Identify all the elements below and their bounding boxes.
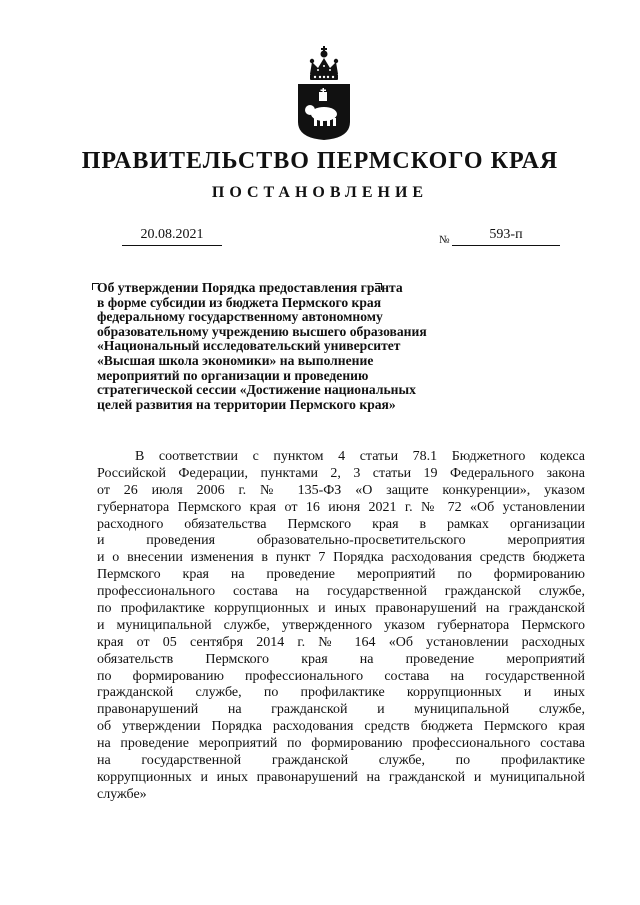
subject-line: Об утверждении Порядка предоставления гранта	[97, 280, 403, 295]
body-line: от 26 июля 2006 г. № 135-ФЗ «О защите конкуренции», указом	[97, 482, 585, 498]
body-line: коррупционных и иных правонарушений на гражданской и муниципальной	[97, 769, 585, 785]
document-type: ПОСТАНОВЛЕНИЕ	[211, 184, 429, 201]
subject-line: стратегической сессии «Достижение национальных	[97, 382, 416, 398]
document-date: 20.08.2021	[122, 227, 222, 246]
government-title: ПРАВИТЕЛЬСТВО ПЕРМСКОГО КРАЯ	[81, 148, 559, 174]
body-line: на государственной гражданской службе, по профилактике	[97, 753, 585, 769]
subject-line: образовательному учреждению высшего образования	[97, 323, 427, 339]
body-line: по формированию профессионального состава на государственной	[97, 668, 585, 684]
body-line: гражданской службе, по профилактике коррупционных и иных	[97, 685, 585, 701]
body-line: и проведения образовательно-просветительского мероприятия	[97, 533, 585, 549]
document-number: 593-п	[452, 227, 560, 246]
body-line: службе»	[97, 786, 147, 802]
body-line: и о внесении изменения в пункт 7 Порядка расходования средств бюджета	[97, 550, 585, 566]
subject-line: мероприятий по организации и проведению	[97, 367, 369, 383]
body-line: и муниципальной службе, утвержденного указом губернатора Пермского	[97, 617, 585, 633]
document-body	[97, 449, 585, 804]
body-line: Российской Федерации, пунктами 2, 3 статьи 19 Федерального закона	[97, 465, 585, 481]
body-line: края от 05 сентября 2014 г. № 164 «Об установлении расходных	[97, 634, 585, 650]
body-line: на проведение мероприятий по формированию профессионального состава	[97, 736, 585, 752]
body-line: обязательств Пермского края на проведение мероприятий	[97, 651, 585, 667]
body-line: профессионального состава на государственной гражданской службе,	[97, 584, 585, 600]
body-line: губернатора Пермского края от 16 июня 2021 г. № 72 «Об установлении	[97, 499, 585, 515]
body-line: В соответствии с пунктом 4 статьи 78.1 Бюджетного кодекса	[135, 449, 585, 464]
subject-line: «Высшая школа экономики» на выполнение	[97, 352, 374, 368]
perm-krai-coat-of-arms-icon	[294, 44, 354, 142]
number-sign: №	[439, 234, 450, 246]
subject-line: целей развития на территории Пермского края»	[97, 396, 396, 412]
body-line: Пермского края на проведение мероприятий по формированию	[97, 567, 585, 583]
document-subject	[97, 281, 497, 412]
body-line: расходного обязательства Пермского края в рамках организации	[97, 516, 585, 532]
body-line: по профилактике коррупционных и иных правонарушений на гражданской	[97, 601, 585, 617]
subject-line: федеральному государственному автономному	[97, 309, 383, 325]
subject-line: «Национальный исследовательский университет	[97, 338, 401, 354]
body-line: об утверждении Порядка расходования средств бюджета Пермского края	[97, 719, 585, 735]
body-line: правонарушений на гражданской и муниципальной службе,	[97, 702, 585, 718]
subject-line: в форме субсидии из бюджета Пермского края	[97, 294, 382, 310]
